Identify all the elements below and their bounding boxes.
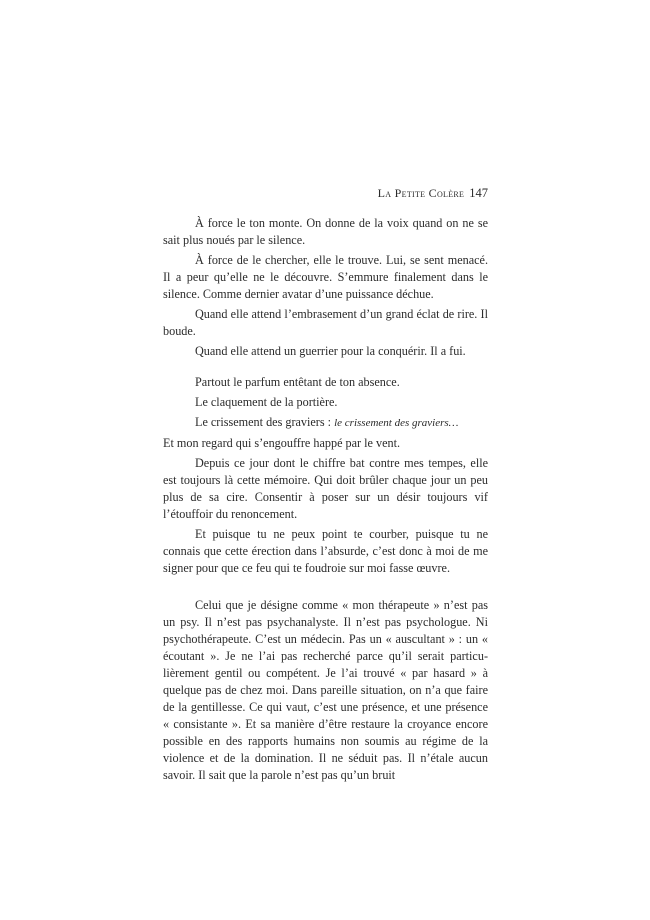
paragraph: Et mon regard qui s’engouffre happé par le vent. — [163, 436, 401, 450]
paragraph: Et puisque tu ne peux point te courber, puisque tu ne connais que cette érection dans l’absurde, c’est donc à moi de me signer pour que ce feu qui te foudroie sur moi fasse œuvre. — [163, 527, 488, 575]
paragraph: Celui que je désigne comme « mon thérapeute » n’est pas un psy. Il n’est pas psychanalyste. Il n’est pas psychologue. Ni psychothérapeute. C’est un médecin. Pas un « auscultant » : un « écoutant ». Je ne l’ai pas recherché parce qu’il serait particulièrement gentil ou compétent. Je l’ai trouvé « par hasard » à quelque pas de chez moi. Dans pareille situation, on n’a que faire de la gentillesse. Ce qui vaut, c’est une présence, et une présence « consistante ». Et sa manière d’être restaure la croyance encore possible en des rapports humains non soumis au régime de la violence et de la domination. Il ne séduit pas. Il n’étale aucun savoir. Il sait que la parole n’est pas qu’un bruit — [163, 598, 488, 782]
paragraph: Quand elle attend l’embrasement d’un grand éclat de rire. Il boude. — [163, 307, 488, 338]
body-text — [163, 215, 488, 787]
paragraph: Partout le parfum entêtant de ton absence. — [195, 375, 400, 389]
paragraph: À force de le chercher, elle le trouve. Lui, se sent menacé. Il a peur qu’elle ne le découvre. S’emmure finalement dans le silence. Comme dernier avatar d’une puissance déchue. — [163, 253, 488, 301]
paragraph: Quand elle attend un guerrier pour la conquérir. Il a fui. — [195, 344, 466, 358]
paragraph — [163, 414, 488, 432]
paragraph: Depuis ce jour dont le chiffre bat contre mes tempes, elle est toujours là cette mémoire. Qui doit brûler chaque jour un peu plus de sa cire. Consentir à poser sur un désir toujours vif l’étouffoir du renoncement. — [163, 456, 488, 521]
paragraph-text: Le crissement des graviers : — [195, 415, 335, 429]
paragraph: À force le ton monte. On donne de la voix quand on ne se sait plus noués par le silence. — [163, 216, 488, 247]
running-header — [163, 186, 488, 200]
italic-echo: le crissement des graviers… — [334, 417, 459, 429]
running-title: La Petite Colère — [377, 186, 465, 200]
paragraph: Le claquement de la portière. — [195, 395, 338, 409]
page-number: 147 — [469, 186, 488, 200]
